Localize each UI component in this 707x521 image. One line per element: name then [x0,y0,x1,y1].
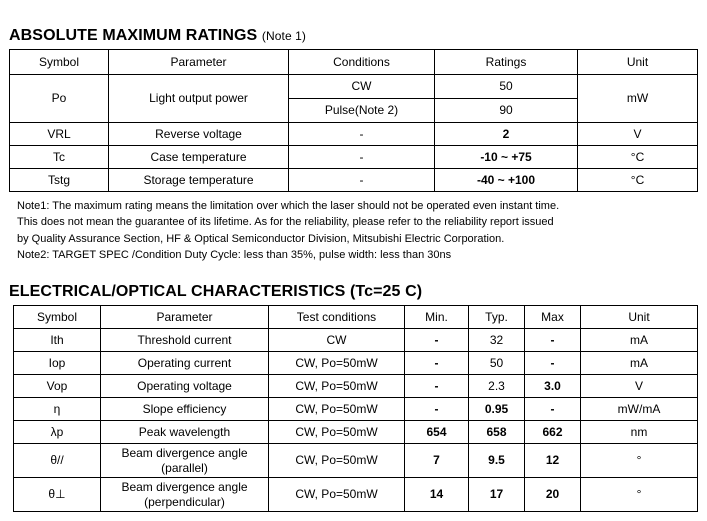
amr-title-note: (Note 1) [261,29,307,43]
parameter-cell: Reverse voltage [109,123,289,146]
header-cell: Unit [578,50,698,75]
header-cell: Unit [581,306,698,329]
table-row [10,75,698,99]
symbol-cell: Vop [14,375,101,398]
condition-cell: - [289,123,435,146]
header-cell: Symbol [14,306,101,329]
typ-cell: 9.5 [469,444,525,478]
typ-cell: 17 [469,478,525,512]
max-cell: 12 [525,444,581,478]
table-row [14,478,698,512]
parameter-cell: Operating voltage [101,375,269,398]
header-cell: Ratings [435,50,578,75]
header-cell: Test conditions [269,306,405,329]
symbol-cell: VRL [10,123,109,146]
table-row [14,444,698,478]
rating-cell: 50 [435,75,578,99]
electrical-optical-title [9,283,422,301]
typ-cell: 658 [469,421,525,444]
eoc-title-text: ELECTRICAL/OPTICAL CHARACTERISTICS (Tc=25 C) [9,283,423,300]
header-cell: Symbol [10,50,109,75]
table-row [14,375,698,398]
min-cell: - [405,375,469,398]
table-row [14,352,698,375]
header-cell: Conditions [289,50,435,75]
table-row [14,329,698,352]
unit-cell: mW/mA [581,398,698,421]
header-cell: Min. [405,306,469,329]
rating-cell: 2 [435,123,578,146]
max-cell: - [525,352,581,375]
absolute-max-ratings-title [9,27,306,45]
unit-cell: nm [581,421,698,444]
ratings-notes [17,198,559,263]
header-cell: Parameter [101,306,269,329]
condition-cell: CW, Po=50mW [269,352,405,375]
parameter-cell [101,478,269,512]
absolute-max-ratings-table [9,49,698,192]
table-row [14,421,698,444]
parameter-cell [101,444,269,478]
parameter-line: Beam divergence angle [121,479,248,494]
table-row [14,398,698,421]
unit-cell: ° [581,478,698,512]
unit-cell: V [581,375,698,398]
condition-cell: CW [289,75,435,99]
condition-cell: - [289,146,435,169]
note-line: Note1: The maximum rating means the limitation over which the laser should not be operated even instant time. [17,200,560,212]
condition-cell: Pulse(Note 2) [289,99,435,123]
unit-cell: V [578,123,698,146]
parameter-cell: Slope efficiency [101,398,269,421]
parameter-cell: Storage temperature [109,169,289,192]
amr-title-text: ABSOLUTE MAXIMUM RATINGS [9,27,258,44]
parameter-cell: Threshold current [101,329,269,352]
symbol-cell: λp [14,421,101,444]
min-cell: - [405,398,469,421]
unit-cell: mA [581,352,698,375]
parameter-cell: Light output power [109,75,289,123]
min-cell: 7 [405,444,469,478]
condition-cell: CW [269,329,405,352]
symbol-cell: Po [10,75,109,123]
note-line: This does not mean the guarantee of its lifetime. As for the reliability, please refer to the reliability report issued [17,216,554,229]
condition-cell: CW, Po=50mW [269,421,405,444]
condition-cell: CW, Po=50mW [269,444,405,478]
unit-cell: °C [578,169,698,192]
note-line: by Quality Assurance Section, HF & Optical Semiconductor Division, Mitsubishi Electric Corporation. [17,232,505,245]
symbol-cell: Iop [14,352,101,375]
symbol-cell: θ⊥ [14,478,101,512]
symbol-cell: Ith [14,329,101,352]
max-cell: 3.0 [525,375,581,398]
rating-cell: 90 [435,99,578,123]
unit-cell: mA [581,329,698,352]
unit-cell: °C [578,146,698,169]
table-row [10,146,698,169]
symbol-cell: θ// [14,444,101,478]
table-header-row [14,306,698,329]
table-row [10,169,698,192]
condition-cell: CW, Po=50mW [269,375,405,398]
min-cell: - [405,329,469,352]
parameter-cell: Case temperature [109,146,289,169]
max-cell: - [525,329,581,352]
min-cell: - [405,352,469,375]
max-cell: 20 [525,478,581,512]
max-cell: - [525,398,581,421]
typ-cell: 2.3 [469,375,525,398]
parameter-line: (perpendicular) [144,494,225,509]
condition-cell: CW, Po=50mW [269,478,405,512]
unit-cell: ° [581,444,698,478]
header-cell: Parameter [109,50,289,75]
electrical-optical-table [13,305,698,512]
parameter-line: Beam divergence angle [121,445,248,460]
note-line: Note2: TARGET SPEC /Condition Duty Cycle: less than 35%, pulse width: less than 30ns [17,248,452,261]
typ-cell: 50 [469,352,525,375]
header-cell: Typ. [469,306,525,329]
symbol-cell: Tc [10,146,109,169]
symbol-cell: Tstg [10,169,109,192]
condition-cell: - [289,169,435,192]
min-cell: 14 [405,478,469,512]
table-row [10,123,698,146]
condition-cell: CW, Po=50mW [269,398,405,421]
header-cell: Max [525,306,581,329]
max-cell: 662 [525,421,581,444]
parameter-cell: Operating current [101,352,269,375]
parameter-line: (parallel) [161,460,208,475]
typ-cell: 32 [469,329,525,352]
table-header-row [10,50,698,75]
rating-cell: -40 ~ +100 [435,169,578,192]
unit-cell: mW [578,75,698,123]
symbol-cell: η [14,398,101,421]
rating-cell: -10 ~ +75 [435,146,578,169]
min-cell: 654 [405,421,469,444]
parameter-cell: Peak wavelength [101,421,269,444]
typ-cell: 0.95 [469,398,525,421]
